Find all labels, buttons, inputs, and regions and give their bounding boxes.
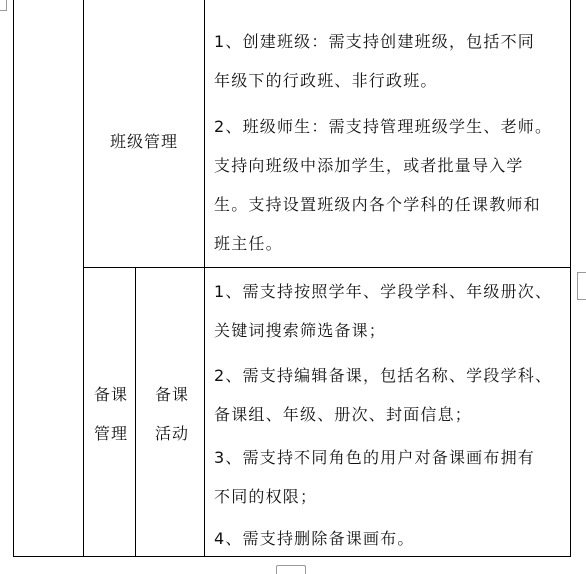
text-line: 备课组、年级、册次、封面信息； [214,405,473,424]
prep-mgmt-label-line2: 管理 [94,424,129,443]
class-mgmt-item-1 [214,22,576,100]
text-line: 3、需支持不同角色的用户对备课画布拥有 [214,448,535,467]
text-line: 4、需支持删除备课画布。 [214,529,415,548]
prep-mgmt-item-4 [214,519,576,558]
text-line: 不同的权限； [214,487,318,506]
table-divider-col3 [204,0,205,557]
text-line: 2、需支持编辑备课，包括名称、学段学科、 [214,366,553,385]
text-line: 关键词搜索筛选备课； [214,321,387,340]
text-line: 支持向班级中添加学生，或者批量导入学 [214,156,524,175]
prep-activity-label-line2: 活动 [155,424,190,443]
table-divider-col2 [135,267,136,557]
class-mgmt-label: 班级管理 [110,132,179,151]
text-line: 2、班级师生：需支持管理班级学生、老师。 [214,117,553,136]
table-divider-col1 [83,0,84,557]
bottom-page-tab[interactable] [276,565,306,574]
prep-activity-label-line1: 备课 [155,385,190,404]
prep-mgmt-item-1 [214,272,576,350]
prep-mgmt-label-line1: 备课 [94,385,129,404]
table-row-divider [83,267,571,268]
prep-mgmt-item-3 [214,438,576,516]
text-line: 生。支持设置班级内各个学科的任课教师和 [214,195,541,214]
class-mgmt-item-2 [214,107,576,263]
page-corner-marker [0,0,7,11]
text-line: 班主任。 [214,234,283,253]
text-line: 年级下的行政班、非行政班。 [214,71,438,90]
text-line: 1、创建班级：需支持创建班级，包括不同 [214,32,535,51]
scroll-handle[interactable] [577,272,586,300]
text-line: 1、需支持按照学年、学段学科、年级册次、 [214,282,553,301]
prep-mgmt-item-2 [214,356,576,434]
table-border-left [13,0,14,557]
